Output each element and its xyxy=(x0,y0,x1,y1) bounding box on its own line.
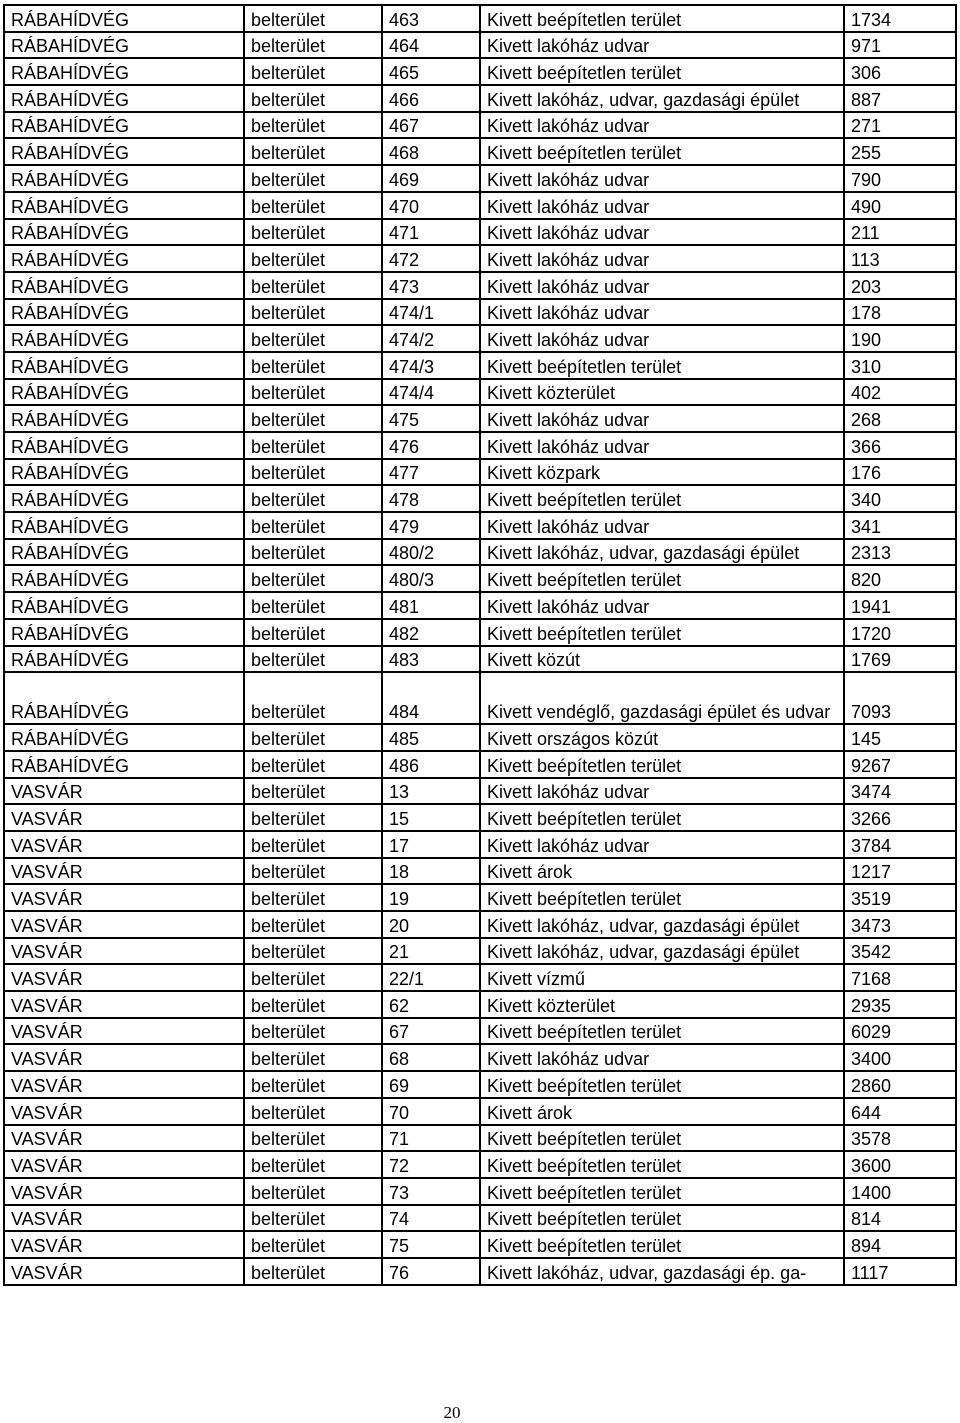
land-use-cell: Kivett beépítetlen terület xyxy=(480,1151,844,1178)
parcel-number-cell: 475 xyxy=(382,405,480,432)
area-cell: 3600 xyxy=(844,1151,956,1178)
settlement-cell: RÁBAHÍDVÉG xyxy=(4,325,244,352)
table-row xyxy=(4,459,956,486)
settlement-cell: RÁBAHÍDVÉG xyxy=(4,646,244,673)
area-type-cell: belterület xyxy=(244,858,382,885)
area-type-cell: belterület xyxy=(244,85,382,112)
parcel-number-cell: 465 xyxy=(382,58,480,85)
area-type-cell: belterület xyxy=(244,1018,382,1045)
table-row xyxy=(4,1125,956,1152)
area-type-cell: belterület xyxy=(244,884,382,911)
land-use-cell: Kivett árok xyxy=(480,1098,844,1125)
area-type-cell: belterület xyxy=(244,32,382,59)
table-row xyxy=(4,539,956,566)
parcel-number-cell: 62 xyxy=(382,991,480,1018)
parcel-number-cell: 71 xyxy=(382,1125,480,1152)
land-use-cell: Kivett közpark xyxy=(480,459,844,486)
parcel-number-cell: 76 xyxy=(382,1258,480,1285)
table-row xyxy=(4,778,956,805)
area-type-cell: belterület xyxy=(244,405,382,432)
parcel-number-cell: 69 xyxy=(382,1071,480,1098)
land-use-cell: Kivett lakóház udvar xyxy=(480,112,844,139)
settlement-cell: VASVÁR xyxy=(4,884,244,911)
parcel-number-cell: 484 xyxy=(382,672,480,724)
parcel-number-cell: 75 xyxy=(382,1231,480,1258)
area-type-cell: belterület xyxy=(244,1098,382,1125)
area-cell: 3542 xyxy=(844,938,956,965)
settlement-cell: RÁBAHÍDVÉG xyxy=(4,672,244,724)
area-type-cell: belterület xyxy=(244,1044,382,1071)
parcel-number-cell: 68 xyxy=(382,1044,480,1071)
land-use-cell: Kivett közterület xyxy=(480,379,844,406)
area-type-cell: belterület xyxy=(244,165,382,192)
land-use-cell: Kivett lakóház, udvar, gazdasági épület xyxy=(480,938,844,965)
land-use-cell: Kivett lakóház udvar xyxy=(480,219,844,246)
area-type-cell: belterület xyxy=(244,804,382,831)
area-cell: 340 xyxy=(844,485,956,512)
land-use-cell: Kivett lakóház udvar xyxy=(480,512,844,539)
settlement-cell: RÁBAHÍDVÉG xyxy=(4,432,244,459)
land-use-cell: Kivett lakóház udvar xyxy=(480,272,844,299)
land-use-cell: Kivett lakóház udvar xyxy=(480,192,844,219)
page-number: 20 xyxy=(443,1403,461,1422)
settlement-cell: RÁBAHÍDVÉG xyxy=(4,352,244,379)
area-type-cell: belterület xyxy=(244,379,382,406)
area-type-cell: belterület xyxy=(244,1205,382,1232)
area-type-cell: belterület xyxy=(244,58,382,85)
area-cell: 3578 xyxy=(844,1125,956,1152)
settlement-cell: RÁBAHÍDVÉG xyxy=(4,58,244,85)
settlement-cell: RÁBAHÍDVÉG xyxy=(4,192,244,219)
settlement-cell: RÁBAHÍDVÉG xyxy=(4,512,244,539)
land-use-cell: Kivett közterület xyxy=(480,991,844,1018)
table-row xyxy=(4,405,956,432)
table-row xyxy=(4,1151,956,1178)
settlement-cell: VASVÁR xyxy=(4,991,244,1018)
settlement-cell: VASVÁR xyxy=(4,1205,244,1232)
table-row xyxy=(4,619,956,646)
settlement-cell: RÁBAHÍDVÉG xyxy=(4,485,244,512)
table-row xyxy=(4,646,956,673)
table-row xyxy=(4,219,956,246)
land-use-cell: Kivett lakóház udvar xyxy=(480,405,844,432)
parcel-number-cell: 18 xyxy=(382,858,480,885)
land-use-cell: Kivett lakóház, udvar, gazdasági épület xyxy=(480,539,844,566)
area-cell: 3784 xyxy=(844,831,956,858)
parcel-number-cell: 19 xyxy=(382,884,480,911)
area-cell: 490 xyxy=(844,192,956,219)
area-cell: 3519 xyxy=(844,884,956,911)
parcel-number-cell: 472 xyxy=(382,245,480,272)
settlement-cell: RÁBAHÍDVÉG xyxy=(4,138,244,165)
area-cell: 211 xyxy=(844,219,956,246)
area-cell: 268 xyxy=(844,405,956,432)
land-use-cell: Kivett lakóház udvar xyxy=(480,592,844,619)
land-use-cell: Kivett beépítetlen terület xyxy=(480,751,844,778)
settlement-cell: VASVÁR xyxy=(4,1018,244,1045)
area-type-cell: belterület xyxy=(244,724,382,751)
table-row xyxy=(4,58,956,85)
land-use-cell: Kivett országos közút xyxy=(480,724,844,751)
area-type-cell: belterület xyxy=(244,352,382,379)
area-cell: 1400 xyxy=(844,1178,956,1205)
area-cell: 203 xyxy=(844,272,956,299)
area-type-cell: belterület xyxy=(244,219,382,246)
area-type-cell: belterület xyxy=(244,1178,382,1205)
area-cell: 644 xyxy=(844,1098,956,1125)
settlement-cell: VASVÁR xyxy=(4,1178,244,1205)
settlement-cell: RÁBAHÍDVÉG xyxy=(4,592,244,619)
settlement-cell: RÁBAHÍDVÉG xyxy=(4,405,244,432)
area-type-cell: belterület xyxy=(244,112,382,139)
table-row xyxy=(4,1044,956,1071)
parcel-number-cell: 21 xyxy=(382,938,480,965)
area-cell: 310 xyxy=(844,352,956,379)
settlement-cell: RÁBAHÍDVÉG xyxy=(4,85,244,112)
land-use-cell: Kivett beépítetlen terület xyxy=(480,1178,844,1205)
parcel-number-cell: 73 xyxy=(382,1178,480,1205)
area-type-cell: belterület xyxy=(244,192,382,219)
table-row xyxy=(4,751,956,778)
area-type-cell: belterület xyxy=(244,672,382,724)
land-use-cell: Kivett lakóház, udvar, gazdasági ép. ga- xyxy=(480,1258,844,1285)
area-type-cell: belterület xyxy=(244,751,382,778)
table-row xyxy=(4,831,956,858)
area-type-cell: belterület xyxy=(244,272,382,299)
table-row xyxy=(4,138,956,165)
land-use-cell: Kivett beépítetlen terület xyxy=(480,804,844,831)
table-row xyxy=(4,1098,956,1125)
area-cell: 176 xyxy=(844,459,956,486)
parcel-number-cell: 474/4 xyxy=(382,379,480,406)
area-type-cell: belterület xyxy=(244,1258,382,1285)
table-row xyxy=(4,911,956,938)
land-use-cell: Kivett beépítetlen terület xyxy=(480,138,844,165)
settlement-cell: VASVÁR xyxy=(4,1044,244,1071)
land-use-cell: Kivett beépítetlen terület xyxy=(480,619,844,646)
parcel-number-cell: 480/3 xyxy=(382,565,480,592)
land-use-cell: Kivett beépítetlen terület xyxy=(480,565,844,592)
table-row xyxy=(4,485,956,512)
parcel-number-cell: 13 xyxy=(382,778,480,805)
area-cell: 3266 xyxy=(844,804,956,831)
table-row xyxy=(4,85,956,112)
settlement-cell: RÁBAHÍDVÉG xyxy=(4,112,244,139)
settlement-cell: RÁBAHÍDVÉG xyxy=(4,379,244,406)
table-row xyxy=(4,592,956,619)
table-row xyxy=(4,32,956,59)
parcel-number-cell: 476 xyxy=(382,432,480,459)
settlement-cell: RÁBAHÍDVÉG xyxy=(4,299,244,326)
table-row xyxy=(4,858,956,885)
parcel-number-cell: 67 xyxy=(382,1018,480,1045)
land-use-cell: Kivett lakóház udvar xyxy=(480,831,844,858)
settlement-cell: RÁBAHÍDVÉG xyxy=(4,165,244,192)
settlement-cell: VASVÁR xyxy=(4,1071,244,1098)
settlement-cell: VASVÁR xyxy=(4,1258,244,1285)
table-row xyxy=(4,379,956,406)
land-use-cell: Kivett beépítetlen terület xyxy=(480,1125,844,1152)
table-row xyxy=(4,432,956,459)
area-type-cell: belterület xyxy=(244,964,382,991)
settlement-cell: RÁBAHÍDVÉG xyxy=(4,245,244,272)
parcel-number-cell: 483 xyxy=(382,646,480,673)
settlement-cell: VASVÁR xyxy=(4,778,244,805)
area-cell: 7093 xyxy=(844,672,956,724)
parcel-number-cell: 478 xyxy=(382,485,480,512)
area-cell: 1217 xyxy=(844,858,956,885)
table-row xyxy=(4,938,956,965)
land-use-cell: Kivett lakóház udvar xyxy=(480,245,844,272)
area-cell: 1720 xyxy=(844,619,956,646)
parcel-number-cell: 74 xyxy=(382,1205,480,1232)
land-use-cell: Kivett beépítetlen terület xyxy=(480,1205,844,1232)
settlement-cell: RÁBAHÍDVÉG xyxy=(4,459,244,486)
area-cell: 814 xyxy=(844,1205,956,1232)
parcel-number-cell: 486 xyxy=(382,751,480,778)
area-cell: 402 xyxy=(844,379,956,406)
area-type-cell: belterület xyxy=(244,512,382,539)
table-row xyxy=(4,299,956,326)
parcel-number-cell: 481 xyxy=(382,592,480,619)
table-row xyxy=(4,1071,956,1098)
land-use-cell: Kivett lakóház udvar xyxy=(480,432,844,459)
area-cell: 306 xyxy=(844,58,956,85)
parcel-table xyxy=(3,4,957,1286)
table-row xyxy=(4,272,956,299)
area-type-cell: belterület xyxy=(244,646,382,673)
land-use-cell: Kivett vízmű xyxy=(480,964,844,991)
land-use-cell: Kivett beépítetlen terület xyxy=(480,485,844,512)
parcel-number-cell: 469 xyxy=(382,165,480,192)
table-row xyxy=(4,165,956,192)
parcel-number-cell: 482 xyxy=(382,619,480,646)
parcel-number-cell: 72 xyxy=(382,1151,480,1178)
parcel-number-cell: 470 xyxy=(382,192,480,219)
settlement-cell: RÁBAHÍDVÉG xyxy=(4,751,244,778)
area-cell: 2860 xyxy=(844,1071,956,1098)
parcel-number-cell: 471 xyxy=(382,219,480,246)
settlement-cell: RÁBAHÍDVÉG xyxy=(4,724,244,751)
area-type-cell: belterület xyxy=(244,138,382,165)
settlement-cell: VASVÁR xyxy=(4,1125,244,1152)
parcel-number-cell: 474/3 xyxy=(382,352,480,379)
area-cell: 341 xyxy=(844,512,956,539)
area-cell: 2935 xyxy=(844,991,956,1018)
area-cell: 366 xyxy=(844,432,956,459)
parcel-number-cell: 15 xyxy=(382,804,480,831)
settlement-cell: VASVÁR xyxy=(4,911,244,938)
area-cell: 887 xyxy=(844,85,956,112)
land-use-cell: Kivett lakóház, udvar, gazdasági épület xyxy=(480,911,844,938)
land-use-cell: Kivett beépítetlen terület xyxy=(480,1071,844,1098)
table-row xyxy=(4,245,956,272)
table-row xyxy=(4,5,956,32)
area-type-cell: belterület xyxy=(244,1231,382,1258)
area-type-cell: belterület xyxy=(244,1125,382,1152)
area-type-cell: belterület xyxy=(244,831,382,858)
area-type-cell: belterület xyxy=(244,938,382,965)
land-use-cell: Kivett lakóház udvar xyxy=(480,1044,844,1071)
table-row xyxy=(4,884,956,911)
area-type-cell: belterület xyxy=(244,245,382,272)
area-type-cell: belterület xyxy=(244,459,382,486)
parcel-number-cell: 70 xyxy=(382,1098,480,1125)
table-row xyxy=(4,1231,956,1258)
area-cell: 3473 xyxy=(844,911,956,938)
settlement-cell: RÁBAHÍDVÉG xyxy=(4,272,244,299)
land-use-cell: Kivett lakóház udvar xyxy=(480,325,844,352)
land-use-cell: Kivett lakóház udvar xyxy=(480,778,844,805)
settlement-cell: VASVÁR xyxy=(4,964,244,991)
land-use-cell: Kivett árok xyxy=(480,858,844,885)
parcel-number-cell: 474/1 xyxy=(382,299,480,326)
parcel-table-body xyxy=(4,5,956,1285)
area-type-cell: belterület xyxy=(244,619,382,646)
area-type-cell: belterület xyxy=(244,485,382,512)
land-use-cell: Kivett lakóház udvar xyxy=(480,32,844,59)
land-use-cell: Kivett beépítetlen terület xyxy=(480,884,844,911)
land-use-cell: Kivett közút xyxy=(480,646,844,673)
table-row xyxy=(4,192,956,219)
settlement-cell: RÁBAHÍDVÉG xyxy=(4,32,244,59)
area-cell: 3474 xyxy=(844,778,956,805)
parcel-number-cell: 17 xyxy=(382,831,480,858)
parcel-number-cell: 22/1 xyxy=(382,964,480,991)
parcel-number-cell: 477 xyxy=(382,459,480,486)
area-type-cell: belterület xyxy=(244,1071,382,1098)
area-cell: 894 xyxy=(844,1231,956,1258)
table-row xyxy=(4,804,956,831)
area-type-cell: belterület xyxy=(244,325,382,352)
land-use-cell: Kivett beépítetlen terület xyxy=(480,58,844,85)
area-cell: 6029 xyxy=(844,1018,956,1045)
table-row xyxy=(4,672,956,724)
parcel-number-cell: 474/2 xyxy=(382,325,480,352)
settlement-cell: VASVÁR xyxy=(4,858,244,885)
settlement-cell: VASVÁR xyxy=(4,804,244,831)
table-row xyxy=(4,1205,956,1232)
area-cell: 1734 xyxy=(844,5,956,32)
area-cell: 1941 xyxy=(844,592,956,619)
area-type-cell: belterület xyxy=(244,565,382,592)
area-cell: 820 xyxy=(844,565,956,592)
settlement-cell: VASVÁR xyxy=(4,831,244,858)
parcel-number-cell: 479 xyxy=(382,512,480,539)
parcel-number-cell: 468 xyxy=(382,138,480,165)
area-type-cell: belterület xyxy=(244,432,382,459)
land-use-cell: Kivett beépítetlen terület xyxy=(480,1231,844,1258)
area-cell: 3400 xyxy=(844,1044,956,1071)
area-cell: 190 xyxy=(844,325,956,352)
area-cell: 271 xyxy=(844,112,956,139)
area-type-cell: belterület xyxy=(244,539,382,566)
land-use-cell: Kivett lakóház, udvar, gazdasági épület xyxy=(480,85,844,112)
table-row xyxy=(4,565,956,592)
area-type-cell: belterület xyxy=(244,991,382,1018)
settlement-cell: RÁBAHÍDVÉG xyxy=(4,619,244,646)
settlement-cell: RÁBAHÍDVÉG xyxy=(4,219,244,246)
land-use-cell: Kivett lakóház udvar xyxy=(480,299,844,326)
area-cell: 790 xyxy=(844,165,956,192)
area-cell: 113 xyxy=(844,245,956,272)
parcel-number-cell: 480/2 xyxy=(382,539,480,566)
settlement-cell: RÁBAHÍDVÉG xyxy=(4,565,244,592)
area-cell: 7168 xyxy=(844,964,956,991)
parcel-number-cell: 20 xyxy=(382,911,480,938)
settlement-cell: RÁBAHÍDVÉG xyxy=(4,539,244,566)
parcel-number-cell: 485 xyxy=(382,724,480,751)
table-row xyxy=(4,1178,956,1205)
area-cell: 9267 xyxy=(844,751,956,778)
settlement-cell: RÁBAHÍDVÉG xyxy=(4,5,244,32)
area-cell: 2313 xyxy=(844,539,956,566)
area-type-cell: belterület xyxy=(244,592,382,619)
parcel-number-cell: 473 xyxy=(382,272,480,299)
land-use-cell: Kivett vendéglő, gazdasági épület és udvar xyxy=(480,672,844,724)
parcel-number-cell: 466 xyxy=(382,85,480,112)
area-cell: 178 xyxy=(844,299,956,326)
land-use-cell: Kivett lakóház udvar xyxy=(480,165,844,192)
table-row xyxy=(4,1018,956,1045)
area-cell: 145 xyxy=(844,724,956,751)
area-type-cell: belterület xyxy=(244,299,382,326)
table-row xyxy=(4,1258,956,1285)
table-row xyxy=(4,991,956,1018)
land-use-cell: Kivett beépítetlen terület xyxy=(480,352,844,379)
settlement-cell: VASVÁR xyxy=(4,1231,244,1258)
area-type-cell: belterület xyxy=(244,5,382,32)
table-row xyxy=(4,352,956,379)
table-row xyxy=(4,724,956,751)
settlement-cell: VASVÁR xyxy=(4,1098,244,1125)
parcel-number-cell: 464 xyxy=(382,32,480,59)
parcel-number-cell: 463 xyxy=(382,5,480,32)
table-row xyxy=(4,112,956,139)
area-type-cell: belterület xyxy=(244,1151,382,1178)
area-type-cell: belterület xyxy=(244,778,382,805)
land-use-cell: Kivett beépítetlen terület xyxy=(480,1018,844,1045)
table-row xyxy=(4,512,956,539)
table-row xyxy=(4,964,956,991)
area-cell: 1769 xyxy=(844,646,956,673)
settlement-cell: VASVÁR xyxy=(4,938,244,965)
settlement-cell: VASVÁR xyxy=(4,1151,244,1178)
area-cell: 255 xyxy=(844,138,956,165)
area-cell: 971 xyxy=(844,32,956,59)
area-type-cell: belterület xyxy=(244,911,382,938)
table-row xyxy=(4,325,956,352)
land-use-cell: Kivett beépítetlen terület xyxy=(480,5,844,32)
parcel-number-cell: 467 xyxy=(382,112,480,139)
area-cell: 1117 xyxy=(844,1258,956,1285)
